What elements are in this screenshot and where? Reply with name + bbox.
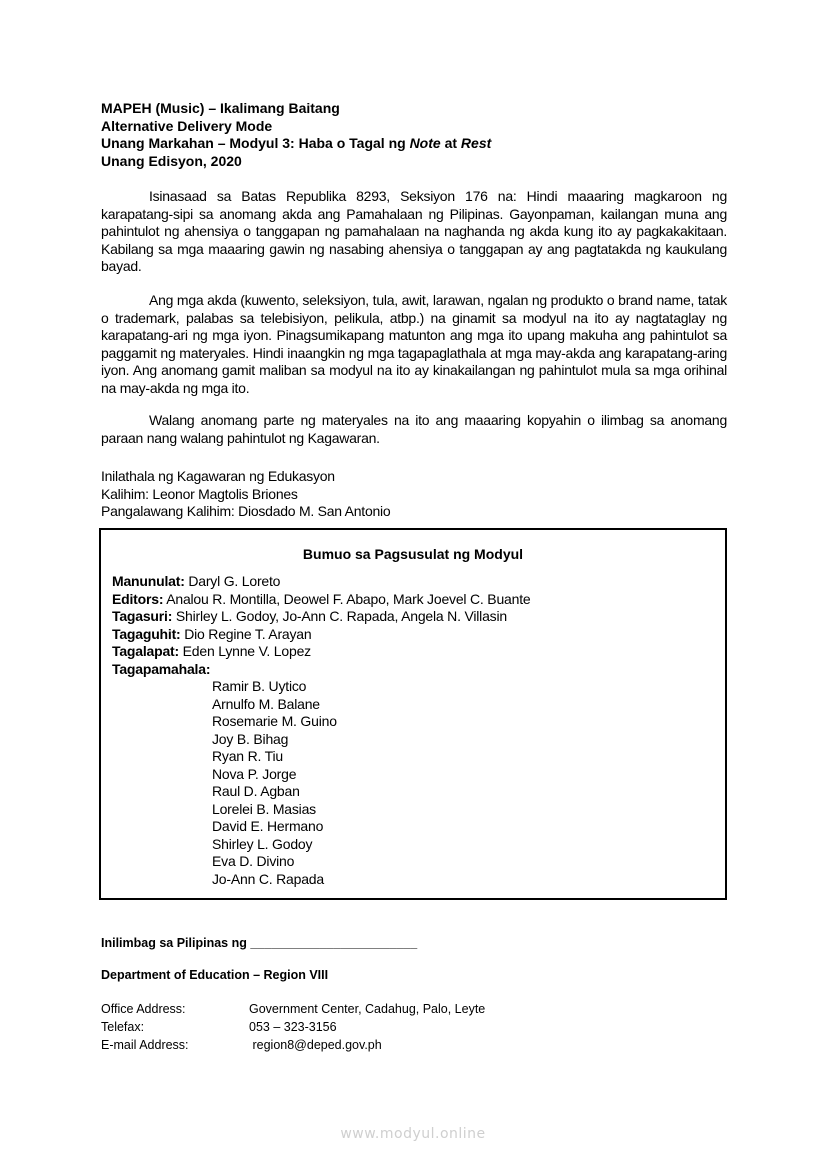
- header-edition: Unang Edisyon, 2020: [101, 152, 242, 169]
- copyright-paragraph-3: [101, 412, 727, 447]
- credit-role-layout: [112, 643, 530, 661]
- watermark: www.modyul.online: [340, 1126, 486, 1142]
- module-title-note: Note: [409, 135, 441, 151]
- credit-role-editors: [112, 591, 530, 609]
- manager-name: Ramir B. Uytico: [212, 678, 307, 694]
- document-header: [101, 100, 491, 170]
- deped-region-heading: Department of Education – Region VIII: [101, 968, 329, 982]
- contact-label: E-mail Address:: [101, 1038, 189, 1052]
- role-value: Shirley L. Godoy, Jo-Ann C. Rapada, Angela N. Villasin: [172, 608, 507, 625]
- module-title-prefix: Unang Markahan – Modyul 3: Haba o Tagal ng: [101, 135, 410, 151]
- contact-email: region8@deped.gov.ph: [249, 1038, 382, 1052]
- role-value: Analou R. Montilla, Deowel F. Abapo, Mark Joevel C. Buante: [163, 590, 531, 607]
- paragraph-text: Isinasaad sa Batas Republika 8293, Seksiyon 176 na: Hindi maaaring magkaroon ng karapatang-sipi sa anomang akda ang Pamahalaan ng Pilipinas. Gayonpaman, kailangan muna ang pahintulot ng ahensiya o tanggapan ng pamahalaan na naghanda ng akda kung ito ay pagkakakitaan. Kabilang sa mga maaaring gawin ng nasabing ahensiya o tanggapan ay ang pagtatakda ng kaukulang bayad.: [101, 188, 727, 275]
- contact-value: Government Center, Cadahug, Palo, Leyte: [249, 1002, 486, 1016]
- role-label: Tagasuri:: [112, 608, 173, 625]
- credit-role-management: [112, 661, 530, 679]
- manager-name: Arnulfo M. Balane: [212, 695, 320, 712]
- manager-name: Nova P. Jorge: [212, 765, 297, 782]
- manager-name: David E. Hermano: [212, 818, 324, 835]
- header-subject-grade: MAPEH (Music) – Ikalimang Baitang: [101, 100, 340, 116]
- printed-in-line: Inilimbag sa Pilipinas ng ________________________: [101, 936, 418, 950]
- contact-row-office: [101, 1000, 485, 1018]
- manager-name: Raul D. Agban: [212, 783, 300, 800]
- credit-role-illustrator: [112, 626, 530, 644]
- role-label: Editors:: [112, 590, 164, 607]
- manager-name: Shirley L. Godoy: [212, 835, 313, 852]
- secretary-line: Kalihim: Leonor Magtolis Briones: [101, 485, 298, 502]
- contact-label: Office Address:: [101, 1002, 186, 1016]
- credit-role-writer: [112, 573, 530, 591]
- contact-value: 053 – 323-3156: [249, 1020, 337, 1034]
- credit-role-reviewers: [112, 608, 530, 626]
- management-team-list: [212, 678, 337, 889]
- module-title-rest: Rest: [460, 135, 492, 151]
- paragraph-text: Ang mga akda (kuwento, seleksiyon, tula, awit, larawan, ngalan ng produkto o brand name, tatak o trademark, palabas sa telebisiyon, pelikula, atbp.) na ginamit sa modyul na ito ay nagtataglay ng karapatang-ari ng mga iyon. Pinagsumikapang matunton ang mga ito upang makuha ang pahintulot sa paggamit ng materyales. Hindi inaangkin ng mga tagapaglathala at mga may-akda ang karapatang-aring iyon. Ang anomang gamit maliban sa modyul na ito ay kinakailangan ng pahintulot mula sa mga orihinal na may-akda ng mga ito.: [101, 292, 727, 396]
- manager-name: Eva D. Divino: [212, 853, 295, 870]
- publisher-info: [101, 468, 390, 521]
- publisher-line: Inilathala ng Kagawaran ng Edukasyon: [101, 468, 335, 484]
- role-value: Daryl G. Loreto: [184, 573, 281, 589]
- manager-name: Ryan R. Tiu: [212, 748, 283, 765]
- copyright-paragraph-1: [101, 188, 727, 276]
- role-label: Tagalapat:: [112, 643, 179, 660]
- credits-roles: [112, 573, 530, 679]
- contact-info: [101, 1000, 485, 1054]
- contact-label: Telefax:: [101, 1020, 145, 1034]
- undersecretary-line: Pangalawang Kalihim: Diosdado M. San Antonio: [101, 503, 391, 520]
- module-title-mid: at: [440, 135, 461, 151]
- paragraph-text: Walang anomang parte ng materyales na ito ang maaaring kopyahin o ilimbag sa anomang paraan nang walang pahintulot ng Kagawaran.: [101, 412, 727, 446]
- role-label: Manunulat:: [112, 573, 185, 589]
- contact-row-email: [101, 1036, 485, 1054]
- role-value: Dio Regine T. Arayan: [180, 625, 312, 642]
- role-label: Tagapamahala:: [112, 660, 211, 677]
- manager-name: Joy B. Bihag: [212, 730, 289, 747]
- copyright-paragraph-2: [101, 292, 727, 398]
- header-module-title: [101, 135, 491, 153]
- manager-name: Jo-Ann C. Rapada: [212, 871, 324, 888]
- contact-row-telefax: [101, 1018, 485, 1036]
- manager-name: Rosemarie M. Guino: [212, 713, 337, 730]
- credits-box-title: Bumuo sa Pagsusulat ng Modyul: [302, 546, 524, 562]
- role-value: Eden Lynne V. Lopez: [178, 643, 311, 660]
- role-label: Tagaguhit:: [112, 625, 181, 642]
- credits-box: [99, 528, 727, 900]
- manager-name: Lorelei B. Masias: [212, 800, 316, 817]
- header-delivery-mode: Alternative Delivery Mode: [101, 117, 273, 134]
